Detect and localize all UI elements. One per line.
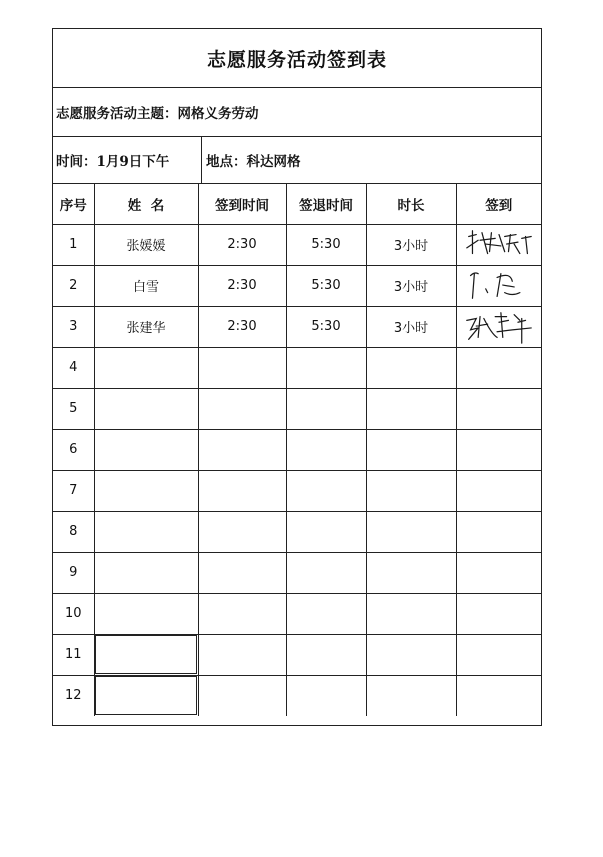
table-row xyxy=(53,224,541,265)
row-signature xyxy=(456,265,541,306)
row-name xyxy=(94,634,198,675)
row-signout-time xyxy=(286,552,366,593)
row-number: 4 xyxy=(53,347,94,388)
table-row xyxy=(53,675,541,716)
row-signout-time xyxy=(286,634,366,675)
header-no: 序号 xyxy=(53,184,94,224)
table-row xyxy=(53,511,541,552)
row-signout-time: 5:30 xyxy=(286,224,366,265)
row-signin-time xyxy=(198,429,286,470)
row-signout-time: 5:30 xyxy=(286,265,366,306)
row-signin-time: 2:30 xyxy=(198,306,286,347)
row-signature xyxy=(456,593,541,634)
row-duration xyxy=(366,634,456,675)
header-duration: 时长 xyxy=(366,184,456,224)
handwritten-signature xyxy=(461,309,537,345)
row-name: 白雪 xyxy=(94,265,198,306)
row-signin-time xyxy=(198,347,286,388)
row-name: 张媛媛 xyxy=(94,224,198,265)
row-signin-time xyxy=(198,470,286,511)
row-number: 9 xyxy=(53,552,94,593)
header-signout-time: 签退时间 xyxy=(286,184,366,224)
row-duration xyxy=(366,388,456,429)
row-duration xyxy=(366,470,456,511)
row-signout-time xyxy=(286,429,366,470)
row-signature xyxy=(456,675,541,716)
activity-theme: 志愿服务活动主题：网格义务劳动 xyxy=(53,88,541,137)
handwritten-signature xyxy=(461,227,537,263)
row-duration xyxy=(366,429,456,470)
row-signin-time: 2:30 xyxy=(198,224,286,265)
row-name: 张建华 xyxy=(94,306,198,347)
row-signin-time xyxy=(198,552,286,593)
row-signout-time: 5:30 xyxy=(286,306,366,347)
row-signature xyxy=(456,511,541,552)
header-signin-time: 签到时间 xyxy=(198,184,286,224)
table-row xyxy=(53,265,541,306)
row-duration: 3小时 xyxy=(366,224,456,265)
row-duration: 3小时 xyxy=(366,306,456,347)
row-signout-time xyxy=(286,593,366,634)
signin-table xyxy=(53,184,541,716)
row-number: 2 xyxy=(53,265,94,306)
table-row xyxy=(53,388,541,429)
row-name xyxy=(94,470,198,511)
row-signature xyxy=(456,306,541,347)
row-duration xyxy=(366,552,456,593)
row-signature xyxy=(456,552,541,593)
activity-time: 时间：1月9日下午 xyxy=(53,137,202,183)
row-name xyxy=(94,552,198,593)
row-number: 8 xyxy=(53,511,94,552)
row-signin-time xyxy=(198,388,286,429)
row-signature xyxy=(456,347,541,388)
activity-place: 地点：科达网格 xyxy=(206,154,301,170)
row-name xyxy=(94,429,198,470)
table-row xyxy=(53,634,541,675)
table-row xyxy=(53,552,541,593)
row-number: 3 xyxy=(53,306,94,347)
row-number: 1 xyxy=(53,224,94,265)
row-signin-time xyxy=(198,511,286,552)
row-signin-time: 2:30 xyxy=(198,265,286,306)
row-number: 7 xyxy=(53,470,94,511)
header-name: 姓 名 xyxy=(94,184,198,224)
row-number: 6 xyxy=(53,429,94,470)
table-row xyxy=(53,347,541,388)
row-duration: 3小时 xyxy=(366,265,456,306)
row-signin-time xyxy=(198,593,286,634)
table-row xyxy=(53,429,541,470)
table-row xyxy=(53,306,541,347)
row-signature xyxy=(456,634,541,675)
signin-sheet xyxy=(52,28,542,726)
row-signout-time xyxy=(286,347,366,388)
row-signature xyxy=(456,388,541,429)
table-row xyxy=(53,470,541,511)
row-duration xyxy=(366,347,456,388)
row-signature xyxy=(456,429,541,470)
row-number: 11 xyxy=(53,634,94,675)
handwritten-signature xyxy=(461,268,537,304)
row-name xyxy=(94,388,198,429)
header-signature: 签到 xyxy=(456,184,541,224)
row-number: 12 xyxy=(53,675,94,716)
row-signin-time xyxy=(198,675,286,716)
row-signout-time xyxy=(286,388,366,429)
table-row xyxy=(53,593,541,634)
row-signature xyxy=(456,470,541,511)
row-duration xyxy=(366,593,456,634)
info-row xyxy=(53,137,541,184)
row-signout-time xyxy=(286,470,366,511)
row-name xyxy=(94,511,198,552)
row-name xyxy=(94,347,198,388)
row-name xyxy=(94,675,198,716)
row-duration xyxy=(366,675,456,716)
row-signout-time xyxy=(286,675,366,716)
sheet-title: 志愿服务活动签到表 xyxy=(53,29,541,88)
row-signature xyxy=(456,224,541,265)
row-name xyxy=(94,593,198,634)
row-duration xyxy=(366,511,456,552)
row-number: 5 xyxy=(53,388,94,429)
table-header-row xyxy=(53,184,541,224)
row-signout-time xyxy=(286,511,366,552)
row-number: 10 xyxy=(53,593,94,634)
row-signin-time xyxy=(198,634,286,675)
